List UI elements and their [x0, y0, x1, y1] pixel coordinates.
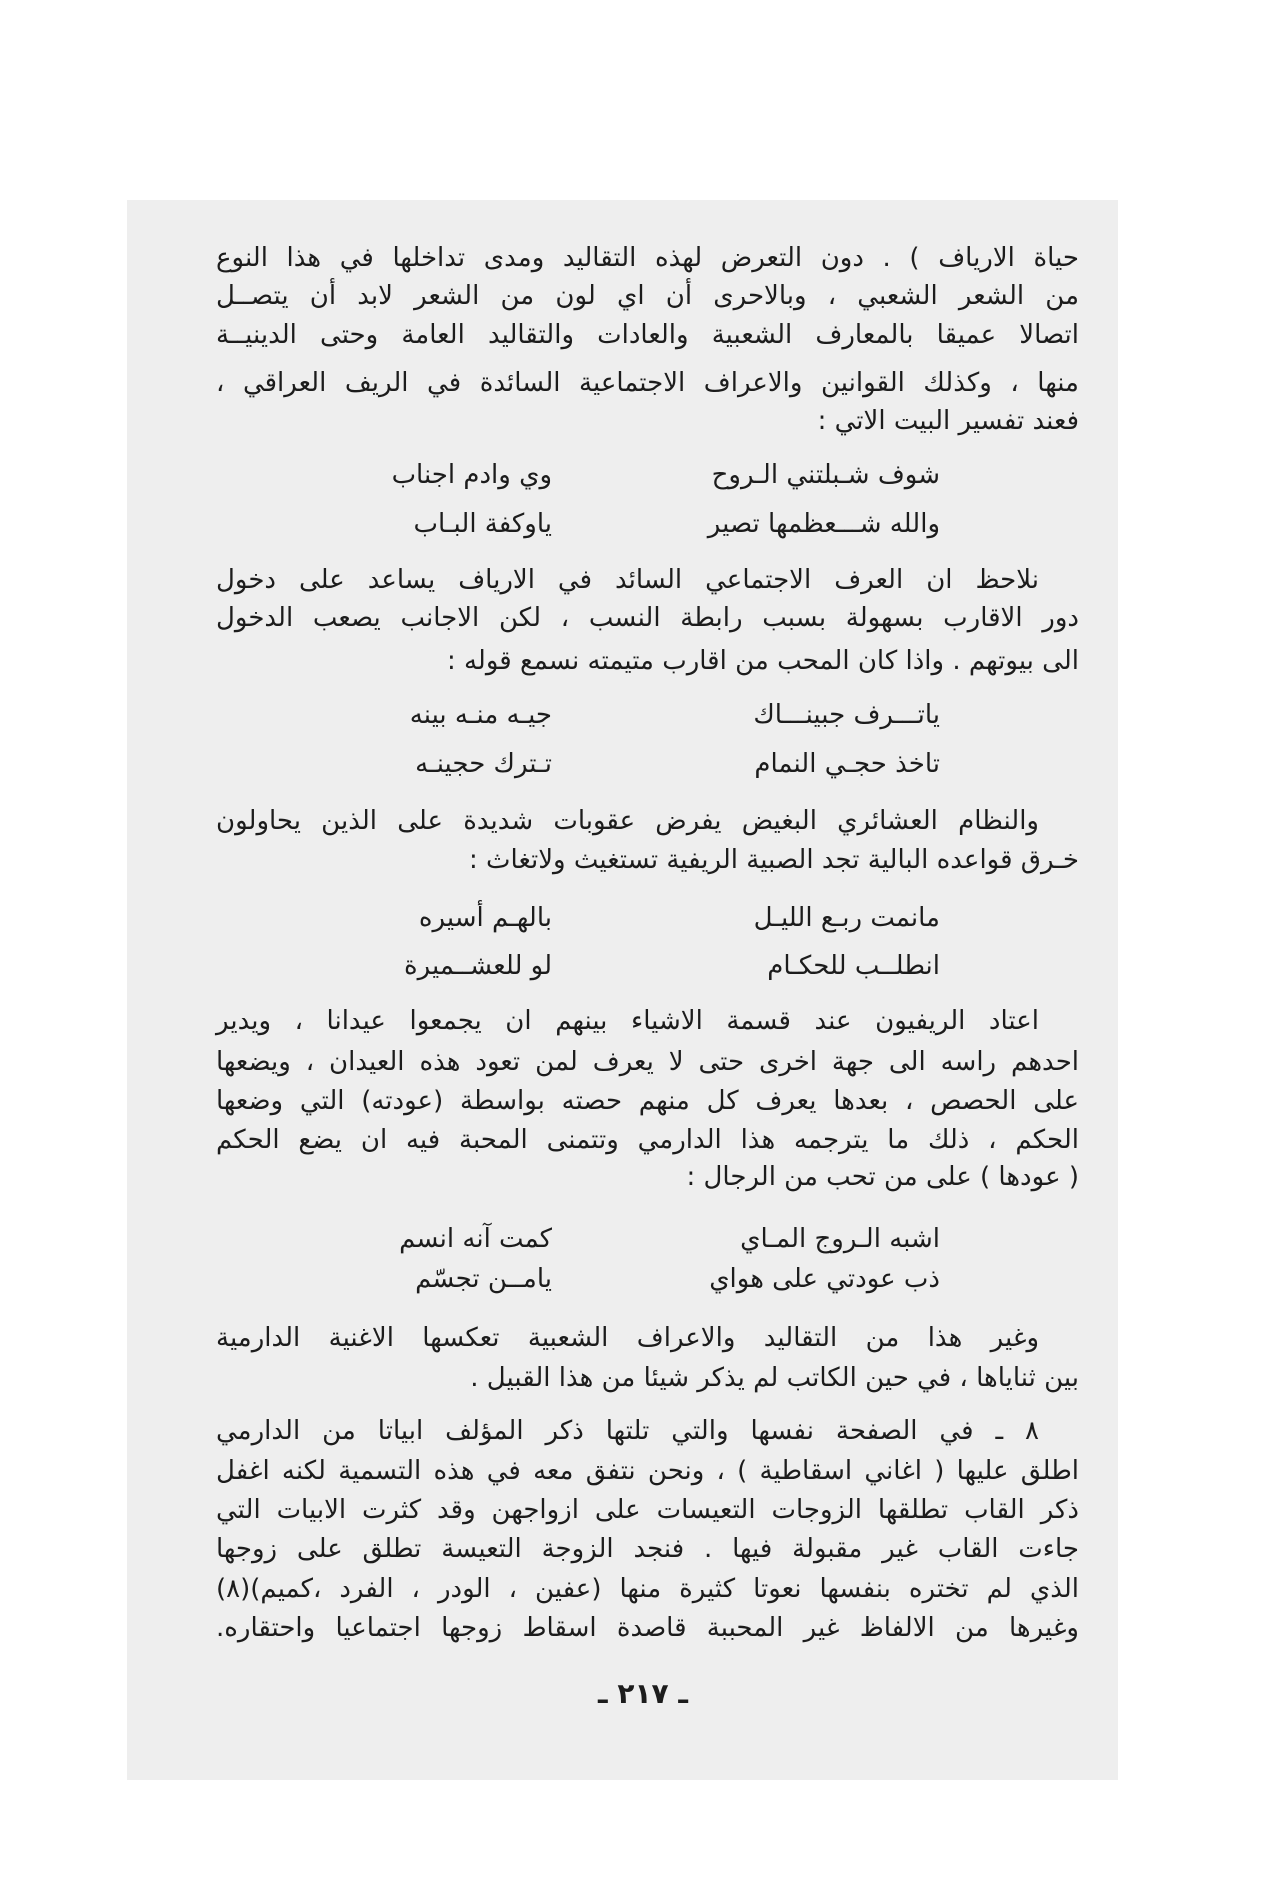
- paragraph-line: منها ، وكذلك القوانين والاعراف الاجتماعية السائدة في الريف العراقي ،: [216, 368, 1079, 398]
- verse-hemistich-right: والله شـــعظمها تصير: [707, 509, 940, 539]
- paragraph-line: خـرق قواعده البالية تجد الصبية الريفية تستغيث ولاتغاث :: [469, 845, 1079, 875]
- verse-hemistich-left: كمت آنه انسم: [399, 1224, 552, 1254]
- verse-hemistich-right: انطلــب للحكـام: [767, 951, 940, 981]
- note-line: الذي لم تختره بنفسها نعوتا كثيرة منها (عفين ، الودر ، الفرد ،كميم)(٨): [216, 1574, 1079, 1604]
- verse-hemistich-left: لو للعشــميرة: [404, 951, 552, 981]
- paragraph-line: على الحصص ، بعدها يعرف كل منهم حصته بواسطة (عودته) التي وضعها: [216, 1086, 1079, 1116]
- paragraph-line: وغير هذا من التقاليد والاعراف الشعبية تعكسها الاغنية الدارمية: [216, 1323, 1039, 1353]
- paragraph-line: نلاحظ ان العرف الاجتماعي السائد في الارياف يساعد على دخول: [216, 565, 1039, 595]
- paragraph-line: اتصالا عميقا بالمعارف الشعبية والعادات والتقاليد العامة وحتى الدينيــة: [216, 320, 1079, 350]
- paragraph-line: بين ثناياها ، في حين الكاتب لم يذكر شيئا من هذا القبيل .: [470, 1363, 1079, 1393]
- verse-hemistich-left: بالهـم أسيره: [418, 903, 552, 933]
- verse-hemistich-left: ياوكفة البـاب: [413, 509, 552, 539]
- note-line: ذكر القاب تطلقها الزوجات التعيسات على ازواجهن وقد كثرت الابيات التي: [216, 1495, 1079, 1525]
- paragraph-line: دور الاقارب بسهولة بسبب رابطة النسب ، لكن الاجانب يصعب الدخول: [216, 603, 1079, 633]
- verse-hemistich-right: ياتـــرف جبينـــاك: [753, 700, 940, 730]
- page-number: ـ ٢١٧ ـ: [598, 1677, 688, 1710]
- verse-hemistich-left: تـترك حجينـه: [415, 749, 552, 779]
- paragraph-line: اعتاد الريفيون عند قسمة الاشياء بينهم ان يجمعوا عيدانا ، ويدير: [216, 1006, 1039, 1036]
- paragraph-line: من الشعر الشعبي ، وبالاحرى أن اي لون من الشعر لابد أن يتصــل: [216, 281, 1079, 311]
- note-line: ٨ ـ في الصفحة نفسها والتي تلتها ذكر المؤلف ابياتا من الدارمي: [216, 1416, 1039, 1446]
- paragraph-line: الى بيوتهم . واذا كان المحب من اقارب متيمته نسمع قوله :: [446, 646, 1079, 676]
- verse-hemistich-left: وي وادم اجناب: [391, 460, 552, 490]
- verse-hemistich-left: جيـه منـه بينه: [409, 700, 552, 730]
- paragraph-line: احدهم راسه الى جهة اخرى حتى لا يعرف لمن تعود هذه العيدان ، ويضعها: [216, 1047, 1079, 1077]
- paragraph-line: ( عودها ) على من تحب من الرجال :: [686, 1162, 1079, 1192]
- verse-hemistich-right: اشبه الـروج المـاي: [740, 1224, 940, 1254]
- verse-hemistich-right: شوف شـبلتني الـروح: [711, 460, 940, 490]
- paragraph-line: حياة الارياف ) . دون التعرض لهذه التقاليد ومدى تداخلها في هذا النوع: [216, 243, 1079, 273]
- note-line: جاءت القاب غير مقبولة فيها . فنجد الزوجة التعيسة تطلق على زوجها: [216, 1534, 1079, 1564]
- paragraph-line: فعند تفسير البيت الاتي :: [817, 406, 1079, 436]
- verse-hemistich-left: يامــن تجسّم: [415, 1264, 552, 1294]
- note-line: وغيرها من الالفاظ غير المحببة قاصدة اسقاط زوجها اجتماعيا واحتقاره.: [216, 1613, 1079, 1643]
- note-line: اطلق عليها ( اغاني اسقاطية ) ، ونحن نتفق معه في هذه التسمية لكنه اغفل: [216, 1456, 1079, 1486]
- paragraph-line: والنظام العشائري البغيض يفرض عقوبات شديدة على الذين يحاولون: [216, 806, 1039, 836]
- paragraph-line: الحكم ، ذلك ما يترجمه هذا الدارمي وتتمنى المحبة فيه ان يضع الحكم: [216, 1125, 1079, 1155]
- verse-hemistich-right: مانمت ربـع الليـل: [753, 903, 940, 933]
- verse-hemistich-right: تاخذ حجـي النمام: [754, 749, 940, 779]
- verse-hemistich-right: ذب عودتي على هواي: [709, 1264, 940, 1294]
